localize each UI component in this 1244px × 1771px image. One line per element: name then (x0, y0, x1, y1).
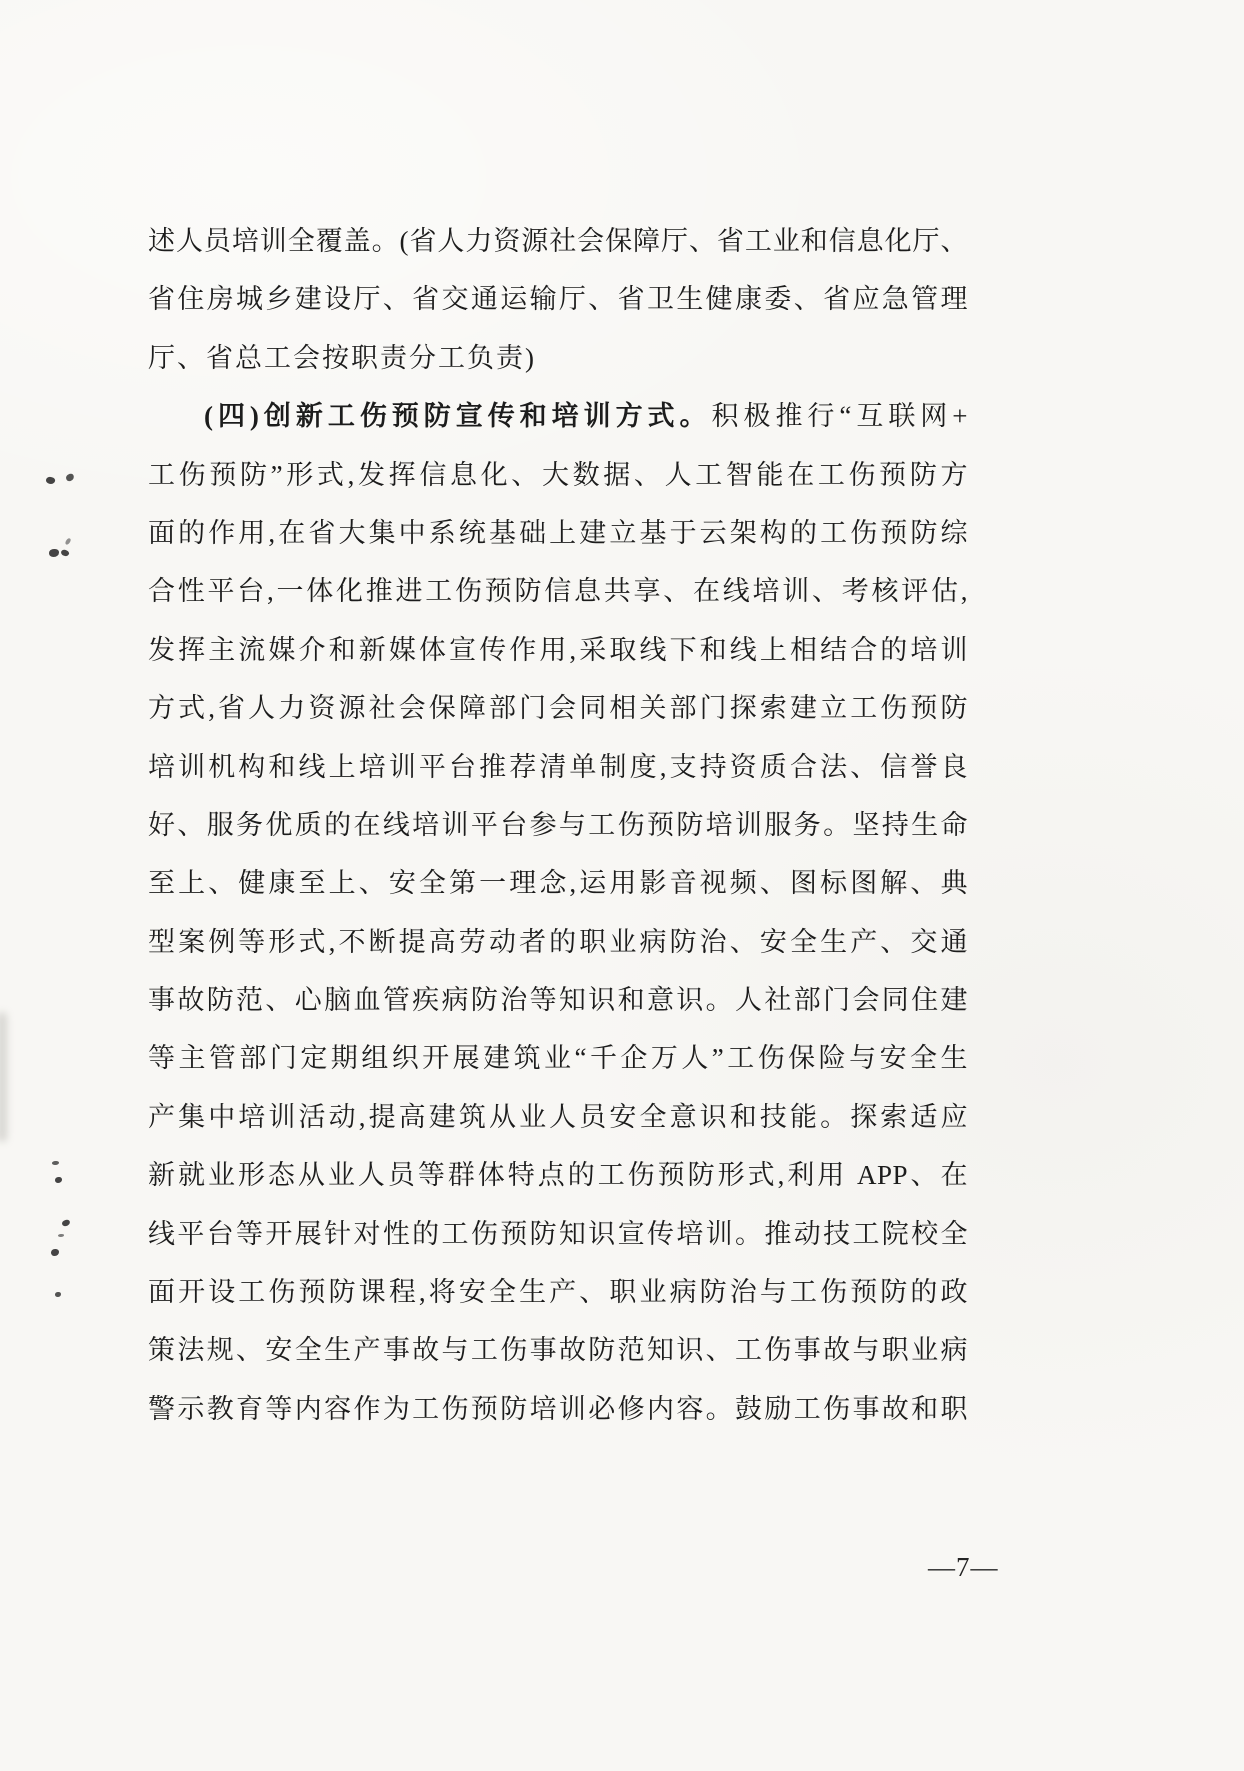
text-line: 省住房城乡建设厅、省交通运输厅、省卫生健康委、省应急管理 (148, 284, 968, 315)
text-line: 面的作用,在省大集中系统基础上建立基于云架构的工伤预防综 (148, 517, 968, 548)
document-body (148, 212, 968, 1438)
scan-smudge (0, 1012, 7, 1142)
text-line: 培训机构和线上培训平台推荐清单制度,支持资质合法、信誉良 (148, 751, 968, 782)
text-line: 策法规、安全生产事故与工伤事故防范知识、工伤事故与职业病 (148, 1335, 968, 1366)
page-number: —7— (928, 1552, 999, 1582)
text-line: 新就业形态从业人员等群体特点的工伤预防形式,利用 APP、在 (148, 1160, 968, 1191)
text-line: 述人员培训全覆盖。(省人力资源社会保障厅、省工业和信息化厅、 (148, 226, 968, 256)
text-line: 合性平台,一体化推进工伤预防信息共享、在线培训、考核评估, (148, 576, 968, 607)
ink-speck (58, 1234, 64, 1237)
section-heading: (四)创新工伤预防宣传和培训方式。 (204, 401, 712, 432)
ink-speck (55, 1177, 62, 1183)
text-line: 至上、健康至上、安全第一理念,运用影音视频、图标图解、典 (148, 868, 968, 899)
ink-speck (61, 1219, 70, 1227)
ink-speck (65, 473, 75, 482)
text-line: 型案例等形式,不断提高劳动者的职业病防治、安全生产、交通 (148, 926, 968, 957)
section-heading-line (148, 387, 968, 445)
section-heading-rest: 积极推行“互联网+ (711, 401, 968, 432)
text-line: 面开设工伤预防课程,将安全生产、职业病防治与工伤预防的政 (148, 1277, 968, 1308)
text-line: 等主管部门定期组织开展建筑业“千企万人”工伤保险与安全生 (148, 1043, 968, 1074)
ink-speck (52, 1161, 59, 1165)
text-line: 线平台等开展针对性的工伤预防知识宣传培训。推动技工院校全 (148, 1218, 968, 1249)
text-line: 工伤预防”形式,发挥信息化、大数据、人工智能在工伤预防方 (148, 459, 968, 490)
ink-speck (45, 476, 56, 485)
text-line: 发挥主流媒介和新媒体宣传作用,采取线下和线上相结合的培训 (148, 634, 968, 665)
text-line: 方式,省人力资源社会保障部门会同相关部门探索建立工伤预防 (148, 693, 968, 724)
ink-speck (65, 537, 72, 545)
text-line: 事故防范、心脑血管疾病防治等知识和意识。人社部门会同住建 (148, 985, 968, 1016)
ink-speck (49, 549, 59, 557)
text-line: 厅、省总工会按职责分工负责) (148, 342, 536, 373)
text-line: 产集中培训活动,提高建筑从业人员安全意识和技能。探索适应 (148, 1101, 968, 1132)
ink-speck (55, 1292, 61, 1297)
ink-speck (60, 549, 70, 558)
text-line: 好、服务优质的在线培训平台参与工伤预防培训服务。坚持生命 (148, 809, 968, 840)
ink-speck (51, 1249, 59, 1256)
text-line: 警示教育等内容作为工伤预防培训必修内容。鼓励工伤事故和职 (148, 1393, 968, 1424)
